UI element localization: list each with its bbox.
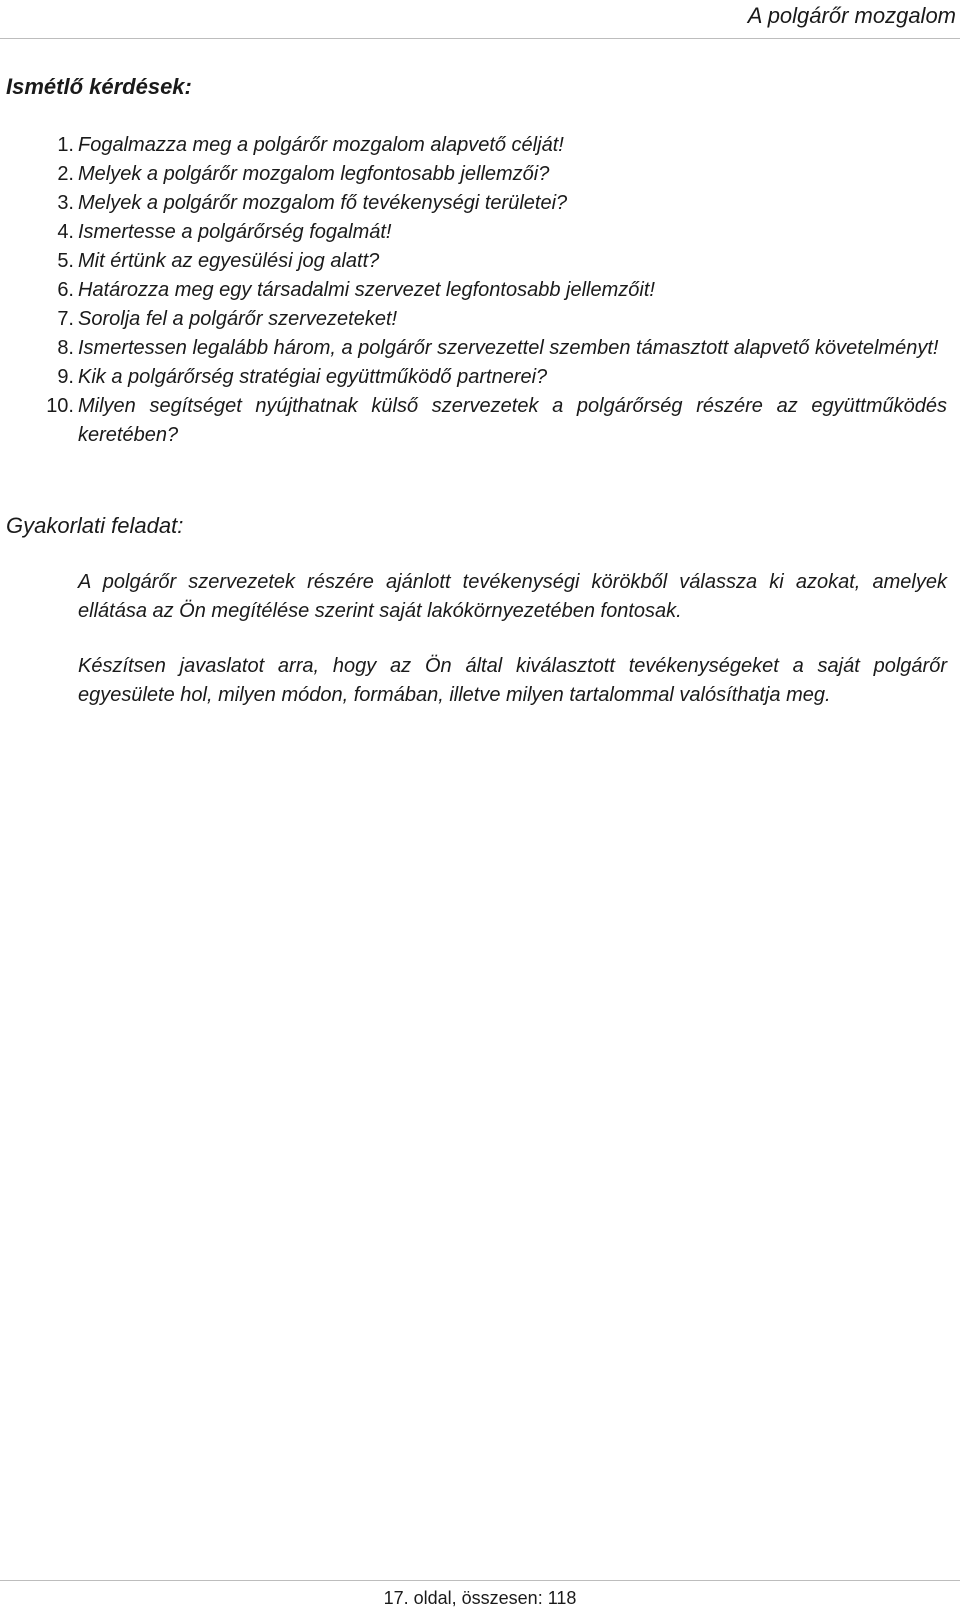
question-number: 8. xyxy=(57,337,74,359)
question-text: Kik a polgárőrség stratégiai együttműködő partnerei? xyxy=(78,366,548,388)
question-number: 1. xyxy=(57,134,74,156)
question-text: Ismertessen legalább három, a polgárőr szervezettel szemben támasztott alapvető követelményt! xyxy=(78,337,939,359)
question-number: 10. xyxy=(46,395,74,417)
practical-task-paragraph: Készítsen javaslatot arra, hogy az Ön által kiválasztott tevékenységeket a saját polgárőr egyesülete hol, milyen módon, formában, illetve milyen tartalommal valósíthatja meg. xyxy=(78,655,947,706)
question-text: Ismertesse a polgárőrség fogalmát! xyxy=(78,221,392,243)
running-header xyxy=(0,0,960,39)
question-text: Határozza meg egy társadalmi szervezet legfontosabb jellemzőit! xyxy=(78,279,655,301)
question-item xyxy=(0,305,960,334)
question-item xyxy=(0,131,960,160)
page-number: 17. oldal, összesen: 118 xyxy=(383,1588,577,1608)
review-questions-heading: Ismétlő kérdések: xyxy=(6,74,192,99)
question-number: 7. xyxy=(57,308,74,330)
question-text: Melyek a polgárőr mozgalom fő tevékenységi területei? xyxy=(78,192,568,214)
question-number: 2. xyxy=(57,163,74,185)
page-footer xyxy=(0,1580,960,1618)
question-number: 3. xyxy=(57,192,74,214)
question-item xyxy=(0,189,960,218)
question-text: Sorolja fel a polgárőr szervezeteket! xyxy=(78,308,398,330)
question-number: 6. xyxy=(57,279,74,301)
question-item xyxy=(0,218,960,247)
question-item xyxy=(0,247,960,276)
question-item xyxy=(0,363,960,392)
question-text: Fogalmazza meg a polgárőr mozgalom alapvető célját! xyxy=(78,134,564,156)
practical-task-heading: Gyakorlati feladat: xyxy=(6,513,184,538)
question-number: 4. xyxy=(57,221,74,243)
question-item xyxy=(0,160,960,189)
practical-task-paragraph: A polgárőr szervezetek részére ajánlott tevékenységi körökből válassza ki azokat, amelyek ellátása az Ön megítélése szerint saját lakókörnyezetében fontosak. xyxy=(78,571,947,622)
review-question-list xyxy=(0,131,960,450)
question-item xyxy=(0,392,960,450)
question-text: Melyek a polgárőr mozgalom legfontosabb jellemzői? xyxy=(78,163,550,185)
question-item xyxy=(0,276,960,305)
question-number: 5. xyxy=(57,250,74,272)
document-title: A polgárőr mozgalom xyxy=(747,3,956,28)
question-number: 9. xyxy=(57,366,74,388)
question-text: Milyen segítséget nyújthatnak külső szervezetek a polgárőrség részére az együttműködés keretében? xyxy=(78,395,947,446)
question-item xyxy=(0,334,960,363)
question-text: Mit értünk az egyesülési jog alatt? xyxy=(78,250,380,272)
